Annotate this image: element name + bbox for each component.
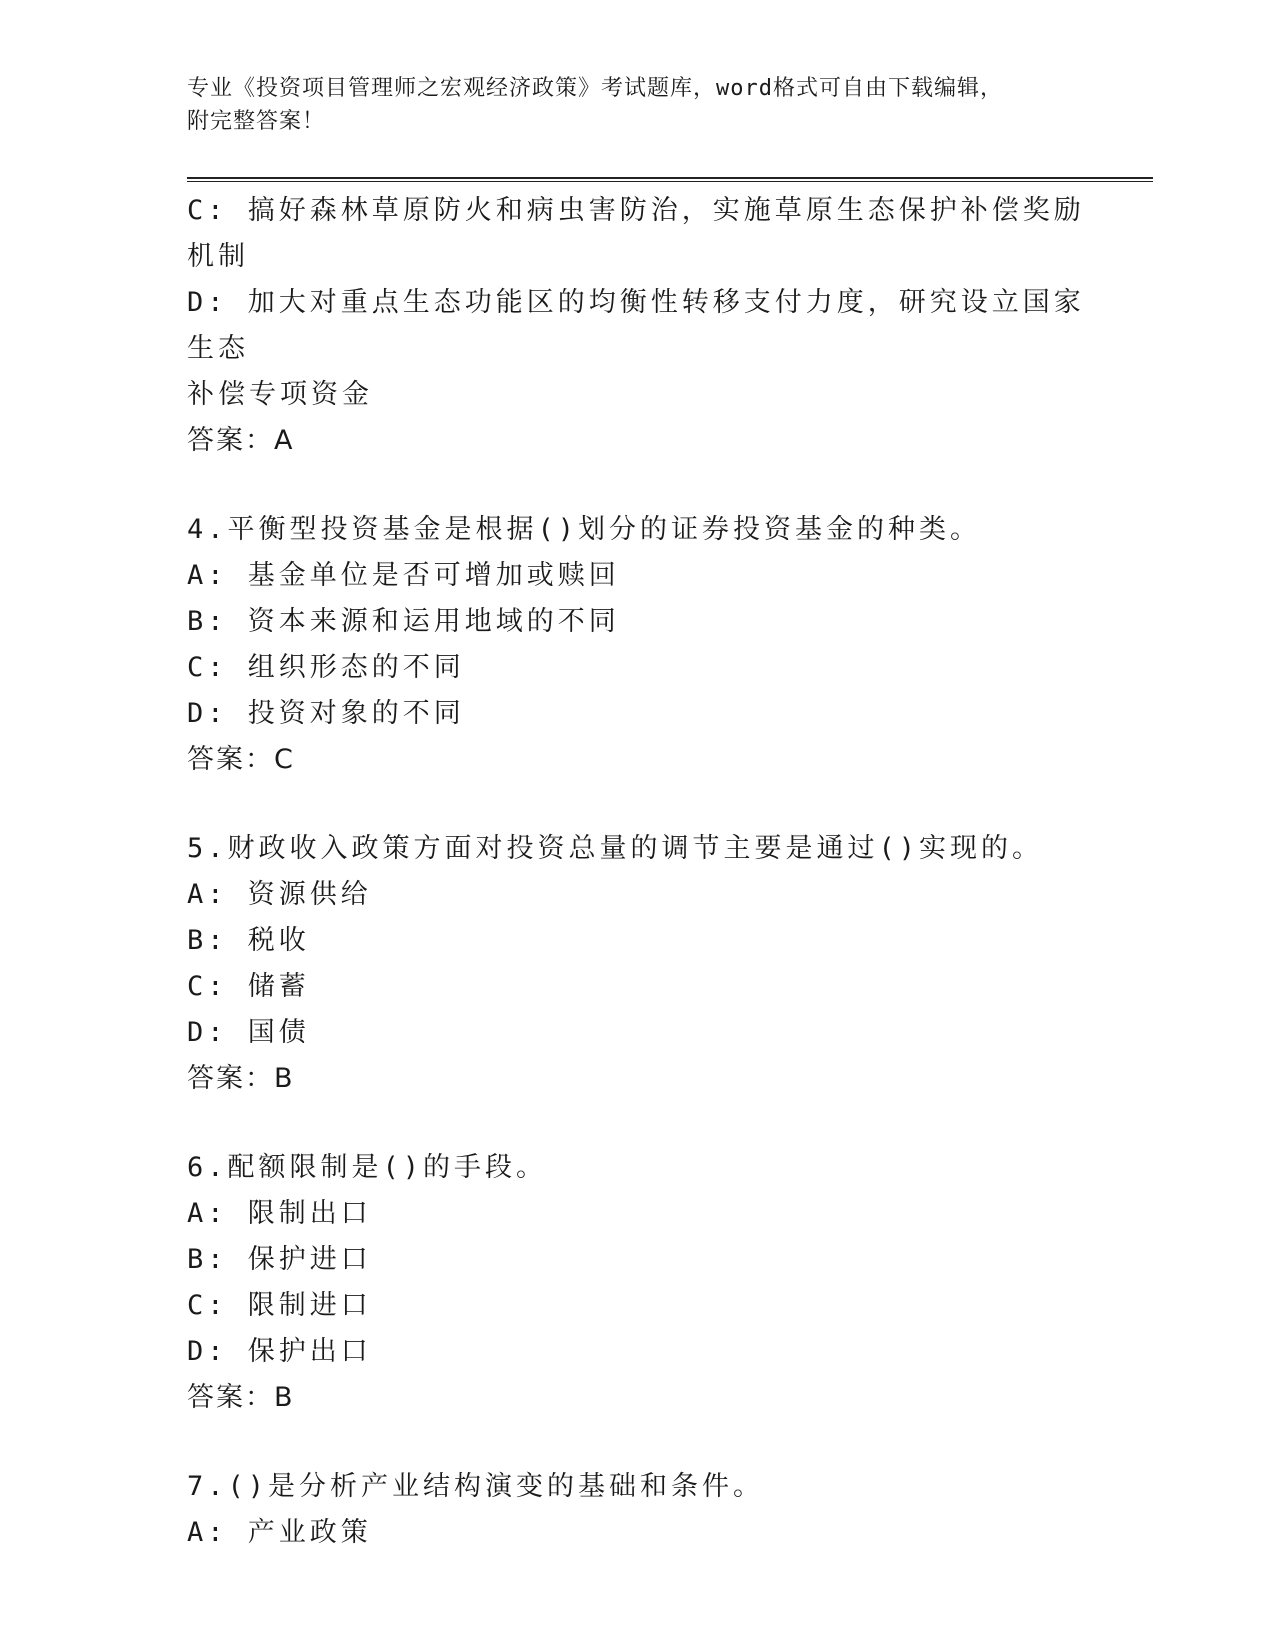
answer-line: 答案：B [187,1063,295,1094]
option-a: A: 基金单位是否可增加或赎回 [187,560,620,591]
question-content [187,188,1087,1556]
question-stem: 7.()是分析产业结构演变的基础和条件。 [187,1471,765,1502]
spacer [187,783,1087,826]
option-a: A: 产业政策 [187,1517,372,1548]
question-stem: 5.财政收入政策方面对投资总量的调节主要是通过()实现的。 [187,833,1044,864]
question-block-5 [187,826,1087,1102]
previous-question-block [187,188,1087,464]
option-b: B: 税收 [187,925,310,956]
question-block-4 [187,507,1087,783]
spacer [187,464,1087,507]
spacer [187,1102,1087,1145]
option-c: C: 组织形态的不同 [187,652,465,683]
option-d-line-2: 补偿专项资金 [187,379,373,410]
option-a: A: 资源供给 [187,879,372,910]
option-a: A: 限制出口 [187,1198,372,1229]
header-divider [187,177,1153,182]
option-d: D: 保护出口 [187,1336,372,1367]
question-stem: 4.平衡型投资基金是根据()划分的证券投资基金的种类。 [187,514,982,545]
header-line-1: 专业《投资项目管理师之宏观经济政策》考试题库，word格式可自由下载编辑， [187,76,1003,101]
option-c: C: 搞好森林草原防火和病虫害防治，实施草原生态保护补偿奖励机制 [187,195,1085,272]
option-b: B: 资本来源和运用地域的不同 [187,606,620,637]
option-d: D: 国债 [187,1017,310,1048]
answer-line: 答案：A [187,425,295,456]
option-d-line-1: D: 加大对重点生态功能区的均衡性转移支付力度，研究设立国家生态 [187,287,1085,364]
question-stem: 6.配额限制是()的手段。 [187,1152,548,1183]
question-block-6 [187,1145,1087,1421]
header-line-2: 附完整答案！ [187,109,326,134]
document-header [187,72,1087,138]
question-block-7 [187,1464,1087,1556]
option-c: C: 储蓄 [187,971,310,1002]
option-b: B: 保护进口 [187,1244,372,1275]
option-c: C: 限制进口 [187,1290,372,1321]
option-d: D: 投资对象的不同 [187,698,465,729]
answer-line: 答案：B [187,1382,295,1413]
spacer [187,1421,1087,1464]
answer-line: 答案：C [187,744,295,775]
